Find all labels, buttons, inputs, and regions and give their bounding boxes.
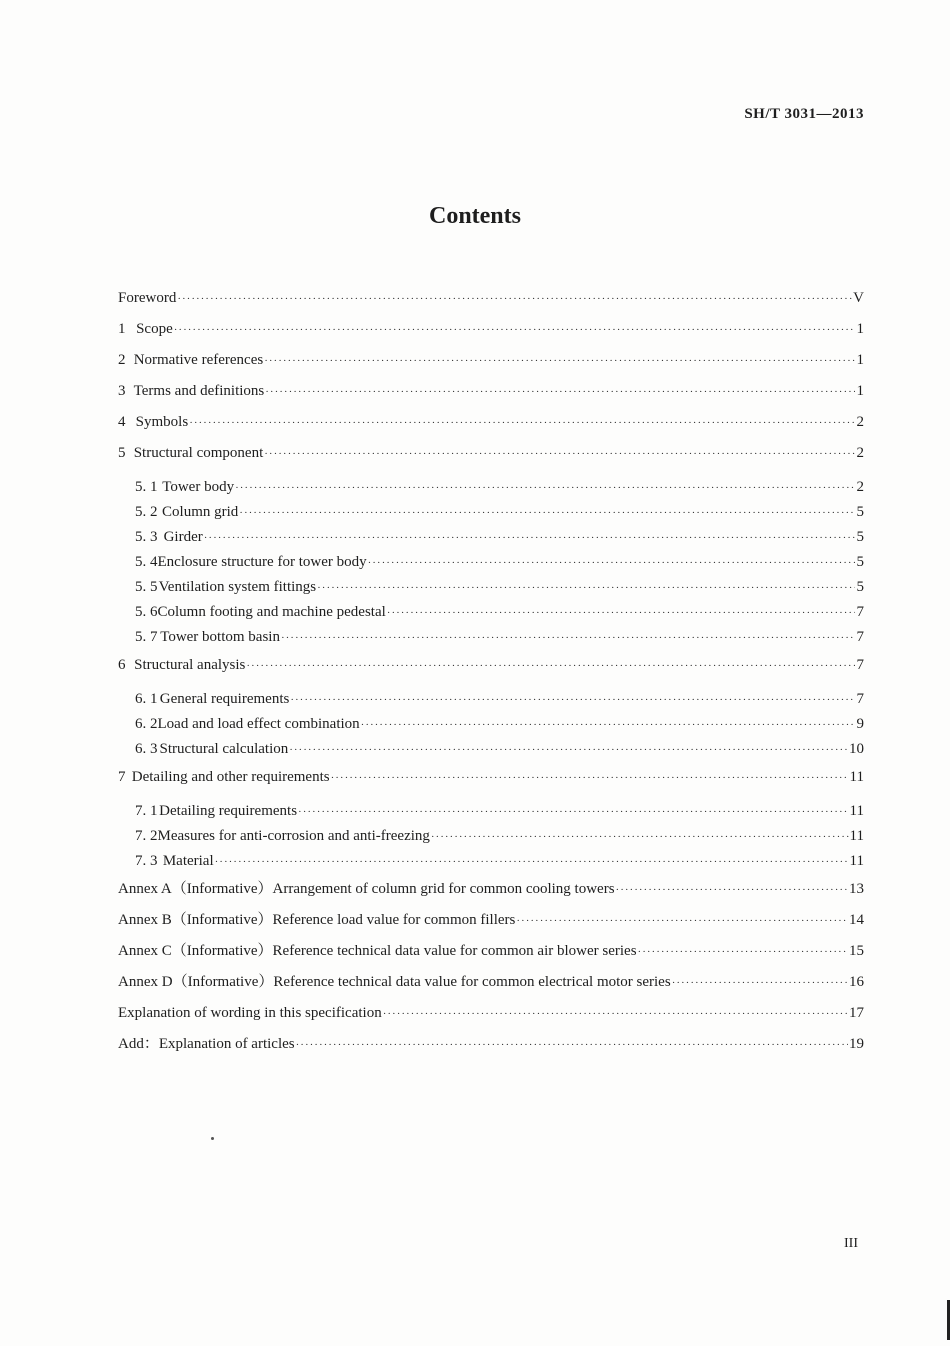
toc-entry bbox=[118, 737, 864, 762]
dot-leader bbox=[215, 850, 849, 875]
toc-entry-label: Terms and definitions bbox=[133, 383, 265, 399]
dot-leader bbox=[638, 937, 848, 968]
toc-entry-label: Ventilation system fittings bbox=[158, 579, 317, 595]
toc-entry-label: Annex A（Informative）Arrangement of column grid for common cooling towers bbox=[118, 881, 615, 897]
toc-entry-label: Tower body bbox=[162, 479, 235, 495]
dot-leader bbox=[368, 551, 855, 576]
toc-entry-page: 5 bbox=[856, 529, 864, 545]
table-of-contents bbox=[118, 283, 864, 1060]
dot-leader bbox=[290, 688, 855, 713]
toc-entry-number: 6. 2 bbox=[135, 716, 158, 732]
toc-entry-number: 5 bbox=[118, 445, 126, 461]
dot-leader bbox=[264, 439, 855, 470]
dot-leader bbox=[317, 576, 855, 601]
toc-entry-label: Load and load effect combination bbox=[157, 716, 360, 732]
toc-entry-page: 11 bbox=[849, 828, 864, 844]
scan-speck bbox=[211, 1137, 214, 1140]
toc-entry-label: Detailing requirements bbox=[159, 803, 298, 819]
toc-entry-label: Annex C（Informative）Reference technical data value for common air blower series bbox=[118, 943, 637, 959]
toc-entry-number: 7. 3 bbox=[135, 853, 158, 869]
dot-leader bbox=[296, 1030, 848, 1061]
toc-entry-number: 5. 2 bbox=[135, 504, 158, 520]
toc-entry bbox=[118, 500, 864, 525]
dot-leader bbox=[265, 377, 855, 408]
toc-entry-page: 13 bbox=[849, 881, 864, 897]
toc-entry bbox=[118, 575, 864, 600]
toc-entry-page: 1 bbox=[856, 352, 864, 368]
toc-entry bbox=[118, 998, 864, 1029]
dot-leader bbox=[177, 284, 852, 315]
toc-entry bbox=[118, 314, 864, 345]
toc-entry-number: 6. 1 bbox=[135, 691, 158, 707]
toc-entry bbox=[118, 525, 864, 550]
dot-leader bbox=[174, 315, 855, 346]
toc-entry-page: 11 bbox=[849, 853, 864, 869]
dot-leader bbox=[264, 346, 855, 377]
toc-entry-page: 5 bbox=[856, 579, 864, 595]
dot-leader bbox=[361, 713, 855, 738]
dot-leader bbox=[516, 906, 848, 937]
toc-entry bbox=[118, 1029, 864, 1060]
toc-entry-page: 15 bbox=[849, 943, 864, 959]
toc-entry-page: 7 bbox=[856, 657, 864, 673]
toc-entry-page: 5 bbox=[856, 554, 864, 570]
toc-entry-number: 5. 5 bbox=[135, 579, 158, 595]
dot-leader bbox=[235, 476, 855, 501]
toc-entry bbox=[118, 712, 864, 737]
toc-entry-page: 14 bbox=[849, 912, 864, 928]
toc-entry-label: Structural analysis bbox=[134, 657, 246, 673]
toc-entry-number: 4 bbox=[118, 414, 126, 430]
toc-entry bbox=[118, 345, 864, 376]
dot-leader bbox=[298, 800, 849, 825]
toc-entry-label: Foreword bbox=[118, 290, 177, 306]
toc-entry-label: Girder bbox=[163, 529, 203, 545]
dot-leader bbox=[387, 601, 855, 626]
toc-entry bbox=[118, 407, 864, 438]
dot-leader bbox=[383, 999, 848, 1030]
toc-entry-page: 2 bbox=[856, 479, 864, 495]
toc-entry-page: 16 bbox=[849, 974, 864, 990]
toc-entry-number: 1 bbox=[118, 321, 126, 337]
toc-entry-page: 17 bbox=[849, 1005, 864, 1021]
toc-entry-label: Normative references bbox=[133, 352, 264, 368]
toc-entry-number: 2 bbox=[118, 352, 126, 368]
toc-entry-label: Annex B（Informative）Reference load value for common fillers bbox=[118, 912, 516, 928]
toc-entry-page: 5 bbox=[856, 504, 864, 520]
toc-entry-label: Annex D（Informative）Reference technical data value for common electrical motor series bbox=[118, 974, 671, 990]
toc-entry bbox=[118, 967, 864, 998]
toc-entry-label: Explanation of wording in this specification bbox=[118, 1005, 382, 1021]
toc-entry-page: 11 bbox=[849, 803, 864, 819]
toc-entry-label: Material bbox=[162, 853, 214, 869]
toc-entry-label: General requirements bbox=[159, 691, 290, 707]
toc-entry-label: Scope bbox=[136, 321, 173, 337]
toc-entry-number: 6. 3 bbox=[135, 741, 158, 757]
toc-entry-number: 5. 1 bbox=[135, 479, 158, 495]
dot-leader bbox=[616, 875, 848, 906]
toc-entry-page: 7 bbox=[856, 691, 864, 707]
toc-entry bbox=[118, 905, 864, 936]
toc-entry bbox=[118, 824, 864, 849]
toc-entry-number: 7 bbox=[118, 769, 126, 785]
toc-entry-label: Enclosure structure for tower body bbox=[157, 554, 367, 570]
toc-entry-page: 1 bbox=[856, 383, 864, 399]
toc-entry-page: 19 bbox=[849, 1036, 864, 1052]
dot-leader bbox=[246, 651, 855, 682]
toc-entry-label: Symbols bbox=[135, 414, 189, 430]
dot-leader bbox=[281, 626, 855, 651]
toc-entry-number: 5. 4 bbox=[135, 554, 158, 570]
toc-entry-page: 10 bbox=[849, 741, 864, 757]
toc-entry-page: 7 bbox=[856, 604, 864, 620]
toc-entry-page: 1 bbox=[856, 321, 864, 337]
toc-entry bbox=[118, 687, 864, 712]
toc-entry-label: Structural calculation bbox=[159, 741, 289, 757]
dot-leader bbox=[331, 763, 849, 794]
toc-entry bbox=[118, 475, 864, 500]
dot-leader bbox=[289, 738, 848, 763]
toc-entry-number: 7. 2 bbox=[135, 828, 158, 844]
dot-leader bbox=[672, 968, 848, 999]
toc-entry bbox=[118, 438, 864, 469]
page-title: Contents bbox=[428, 203, 521, 229]
dot-leader bbox=[204, 526, 855, 551]
toc-entry-number: 7. 1 bbox=[135, 803, 158, 819]
toc-entry-page: V bbox=[853, 290, 864, 306]
toc-entry-label: Add：Explanation of articles bbox=[118, 1036, 295, 1052]
dot-leader bbox=[239, 501, 855, 526]
toc-entry-page: 7 bbox=[856, 629, 864, 645]
toc-entry-page: 11 bbox=[849, 769, 864, 785]
toc-entry-label: Column footing and machine pedestal bbox=[157, 604, 386, 620]
page-number: III bbox=[844, 1236, 858, 1251]
toc-entry-number: 3 bbox=[118, 383, 126, 399]
toc-entry bbox=[118, 625, 864, 650]
toc-entry-number: 6 bbox=[118, 657, 126, 673]
toc-entry-label: Tower bottom basin bbox=[160, 629, 280, 645]
toc-entry bbox=[118, 874, 864, 905]
toc-entry bbox=[118, 762, 864, 793]
toc-entry bbox=[118, 600, 864, 625]
toc-entry bbox=[118, 376, 864, 407]
toc-entry bbox=[118, 849, 864, 874]
toc-entry bbox=[118, 550, 864, 575]
toc-entry bbox=[118, 283, 864, 314]
standard-code: SH/T 3031—2013 bbox=[744, 106, 864, 122]
toc-entry-page: 2 bbox=[856, 414, 864, 430]
toc-entry-label: Measures for anti-corrosion and anti-freezing bbox=[157, 828, 430, 844]
toc-entry bbox=[118, 936, 864, 967]
toc-entry-label: Detailing and other requirements bbox=[131, 769, 330, 785]
toc-entry bbox=[118, 650, 864, 681]
toc-entry-page: 2 bbox=[856, 445, 864, 461]
toc-entry-number: 5. 6 bbox=[135, 604, 158, 620]
toc-entry-label: Column grid bbox=[162, 504, 239, 520]
toc-entry-label: Structural component bbox=[133, 445, 264, 461]
toc-entry-page: 9 bbox=[856, 716, 864, 732]
toc-entry-number: 5. 3 bbox=[135, 529, 158, 545]
dot-leader bbox=[189, 408, 855, 439]
toc-entry-number: 5. 7 bbox=[135, 629, 158, 645]
dot-leader bbox=[431, 825, 849, 850]
toc-entry bbox=[118, 799, 864, 824]
